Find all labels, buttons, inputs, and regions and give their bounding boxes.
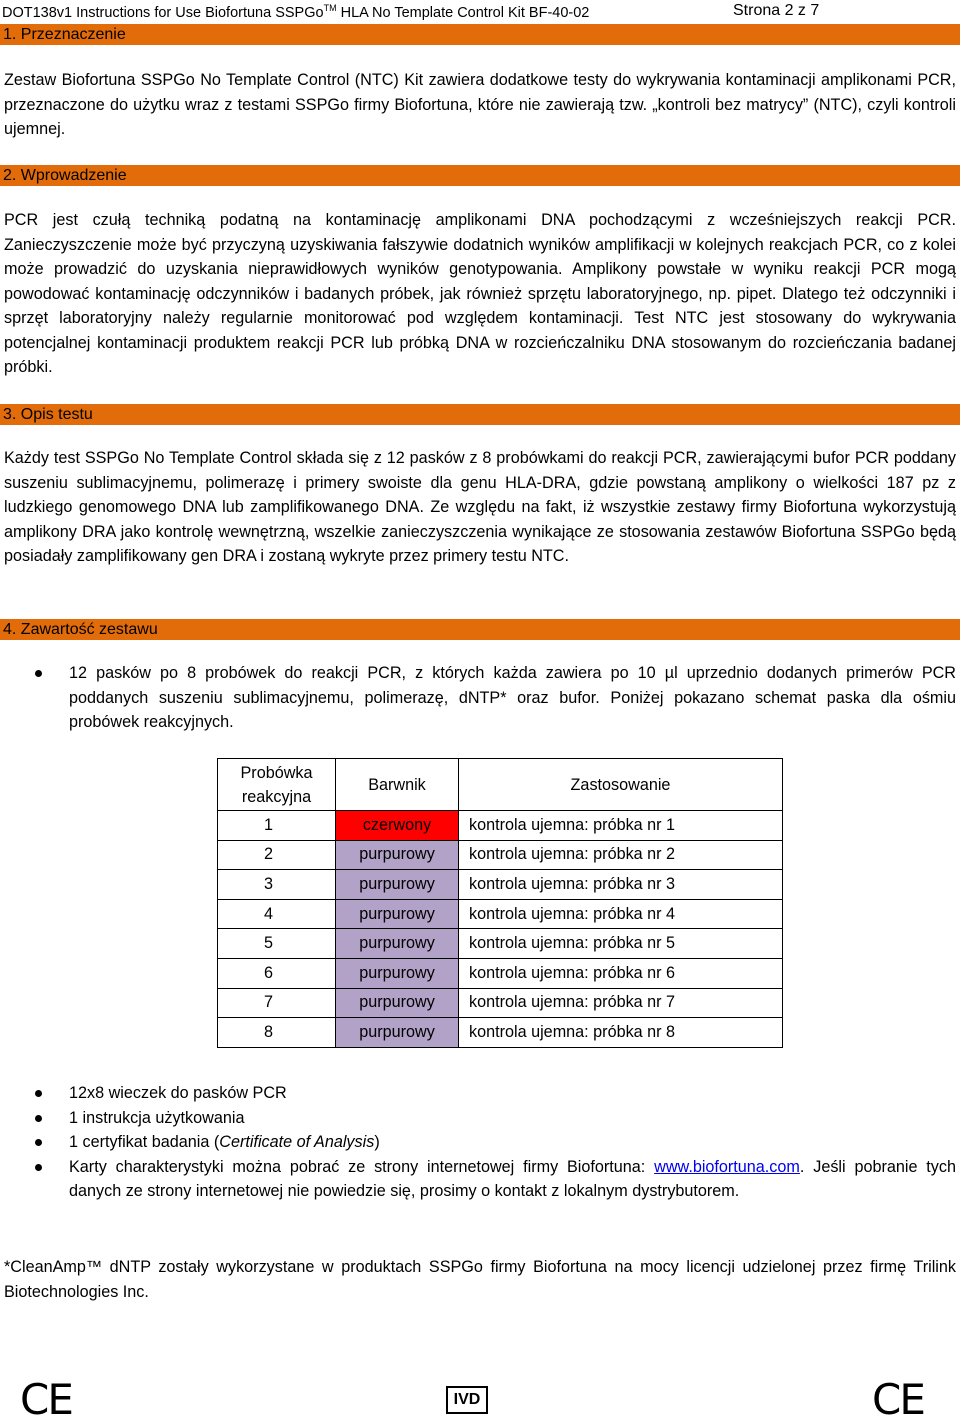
footnote: *CleanAmp™ dNTP zostały wykorzystane w produktach SSPGo firmy Biofortuna na mocy licencji udzielonej przez firmę Trilink Biotechnologies Inc. [4,1258,956,1301]
table-row [218,840,783,870]
dye-cell: purpurowy [336,899,459,929]
ce-mark-icon: CE [872,1375,924,1424]
use-cell: kontrola ujemna: próbka nr 3 [459,870,783,900]
section-heading-test-description: 3. Opis testu [0,404,960,425]
section-heading-kit-contents: 4. Zawartość zestawu [0,619,960,640]
tube-number: 5 [218,929,336,959]
list-item: 1 certyfikat badania (Certificate of Analysis) [0,1130,960,1155]
use-cell: kontrola ujemna: próbka nr 4 [459,899,783,929]
tube-number: 2 [218,840,336,870]
table-row [218,899,783,929]
tube-number: 4 [218,899,336,929]
list-item: Karty charakterystyki można pobrać ze strony internetowej firmy Biofortuna: www.biofortuna.com. Jeśli pobranie tych danych ze strony internetowej nie powiedzie się, prosimy o kontakt z lokalnym dystrybutorem. [0,1155,960,1204]
list-item: 1 instrukcja użytkowania [0,1106,960,1131]
use-cell: kontrola ujemna: próbka nr 1 [459,811,783,841]
table-header-tube: Probówka reakcyjna [218,759,336,811]
strip-tube-table [217,758,783,1048]
list-item: 12x8 wieczek do pasków PCR [0,1081,960,1106]
section-body-introduction: PCR jest czułą techniką podatną na kontaminację amplikonami DNA pochodzącymi z wcześniejszych reakcji PCR. Zanieczyszczenie może być przyczyną uzyskiwania fałszywie dodatnich wyników amplifikacji w kolejnych reakcjach PCR, co z kolei może prowadzić do uzyskania nieprawidłowych wyników genotypowania. Amplikony powstałe w wyniku reakcji PCR mogą powodować kontaminację odczynników i badanych próbek, jak również sprzętu laboratoryjnego, np. pipet. Dlatego też odczynniki i sprzęt laboratoryjny należy regularnie monitorować pod względem kontaminacji. Test NTC jest stosowany do wykrywania potencjalnej kontaminacji produktem reakcji PCR lub próbką DNA w rozcieńczalniku DNA stosowanym do rozcieńczania badanej próbki. [4,211,956,376]
tube-number: 8 [218,1018,336,1048]
dye-cell: purpurowy [336,988,459,1018]
section-heading-purpose: 1. Przeznaczenie [0,24,960,45]
section-body-test-description: Każdy test SSPGo No Template Control składa się z 12 pasków z 8 probówkami do reakcji PCR, zawierającymi bufor PCR poddany suszeniu sublimacyjnemu, polimerazę i primery swoiste dla genu HLA-DRA, gdzie powstaną amplikony o wielkości 187 pz z ludzkiego genomowego DNA lub zamplifikowanego DNA. Ze względu na fakt, iż wszystkie zestawy firmy Biofortuna wykorzystują amplikony DRA jako kontrolę wewnętrzną, wszelkie zanieczyszczenia wynikające ze stosowania zestawów Biofortuna SSPGo będą posiadały zamplifikowany gen DRA i zostaną wykryte przez primery testu NTC. [4,449,956,565]
section-body-purpose: Zestaw Biofortuna SSPGo No Template Control (NTC) Kit zawiera dodatkowe testy do wykrywania kontaminacji amplikonami PCR, przeznaczone do użytku wraz z testami SSPGo firmy Biofortuna, które nie zawierają tzw. „kontroli bez matrycy” (NTC), czyli kontroli ujemnej. [4,71,956,138]
table-row [218,988,783,1018]
tube-number: 6 [218,958,336,988]
use-cell: kontrola ujemna: próbka nr 5 [459,929,783,959]
dye-cell: czerwony [336,811,459,841]
table-header-dye: Barwnik [336,759,459,811]
document-title: DOT138v1 Instructions for Use Biofortuna SSPGo™ HLA No Template Control Kit BF-40-02 [2,3,590,21]
dye-cell: purpurowy [336,929,459,959]
dye-cell: purpurowy [336,870,459,900]
kit-contents-list-bottom [0,1081,960,1204]
table-header-use: Zastosowanie [459,759,783,811]
dye-cell: purpurowy [336,1018,459,1048]
ce-mark-icon: CE [20,1375,72,1424]
table-header-row [218,759,783,811]
dye-cell: purpurowy [336,958,459,988]
biofortuna-link[interactable]: www.biofortuna.com [654,1157,800,1176]
section-heading-introduction: 2. Wprowadzenie [0,165,960,186]
use-cell: kontrola ujemna: próbka nr 2 [459,840,783,870]
table-row [218,929,783,959]
table-row [218,870,783,900]
tube-number: 7 [218,988,336,1018]
tube-number: 3 [218,870,336,900]
use-cell: kontrola ujemna: próbka nr 6 [459,958,783,988]
table-row [218,1018,783,1048]
dye-cell: purpurowy [336,840,459,870]
page-number: Strona 2 z 7 [733,2,820,19]
table-row [218,811,783,841]
ivd-badge: IVD [446,1386,488,1414]
tube-number: 1 [218,811,336,841]
table-row [218,958,783,988]
use-cell: kontrola ujemna: próbka nr 8 [459,1018,783,1048]
kit-contents-list-top [0,661,960,735]
use-cell: kontrola ujemna: próbka nr 7 [459,988,783,1018]
list-item: 12 pasków po 8 probówek do reakcji PCR, z których każda zawiera po 10 µl uprzednio dodanych primerów PCR poddanych suszeniu sublimacyjnemu, polimerazę, dNTP* oraz bufor. Poniżej pokazano schemat paska dla ośmiu probówek reakcyjnych. [0,661,960,735]
